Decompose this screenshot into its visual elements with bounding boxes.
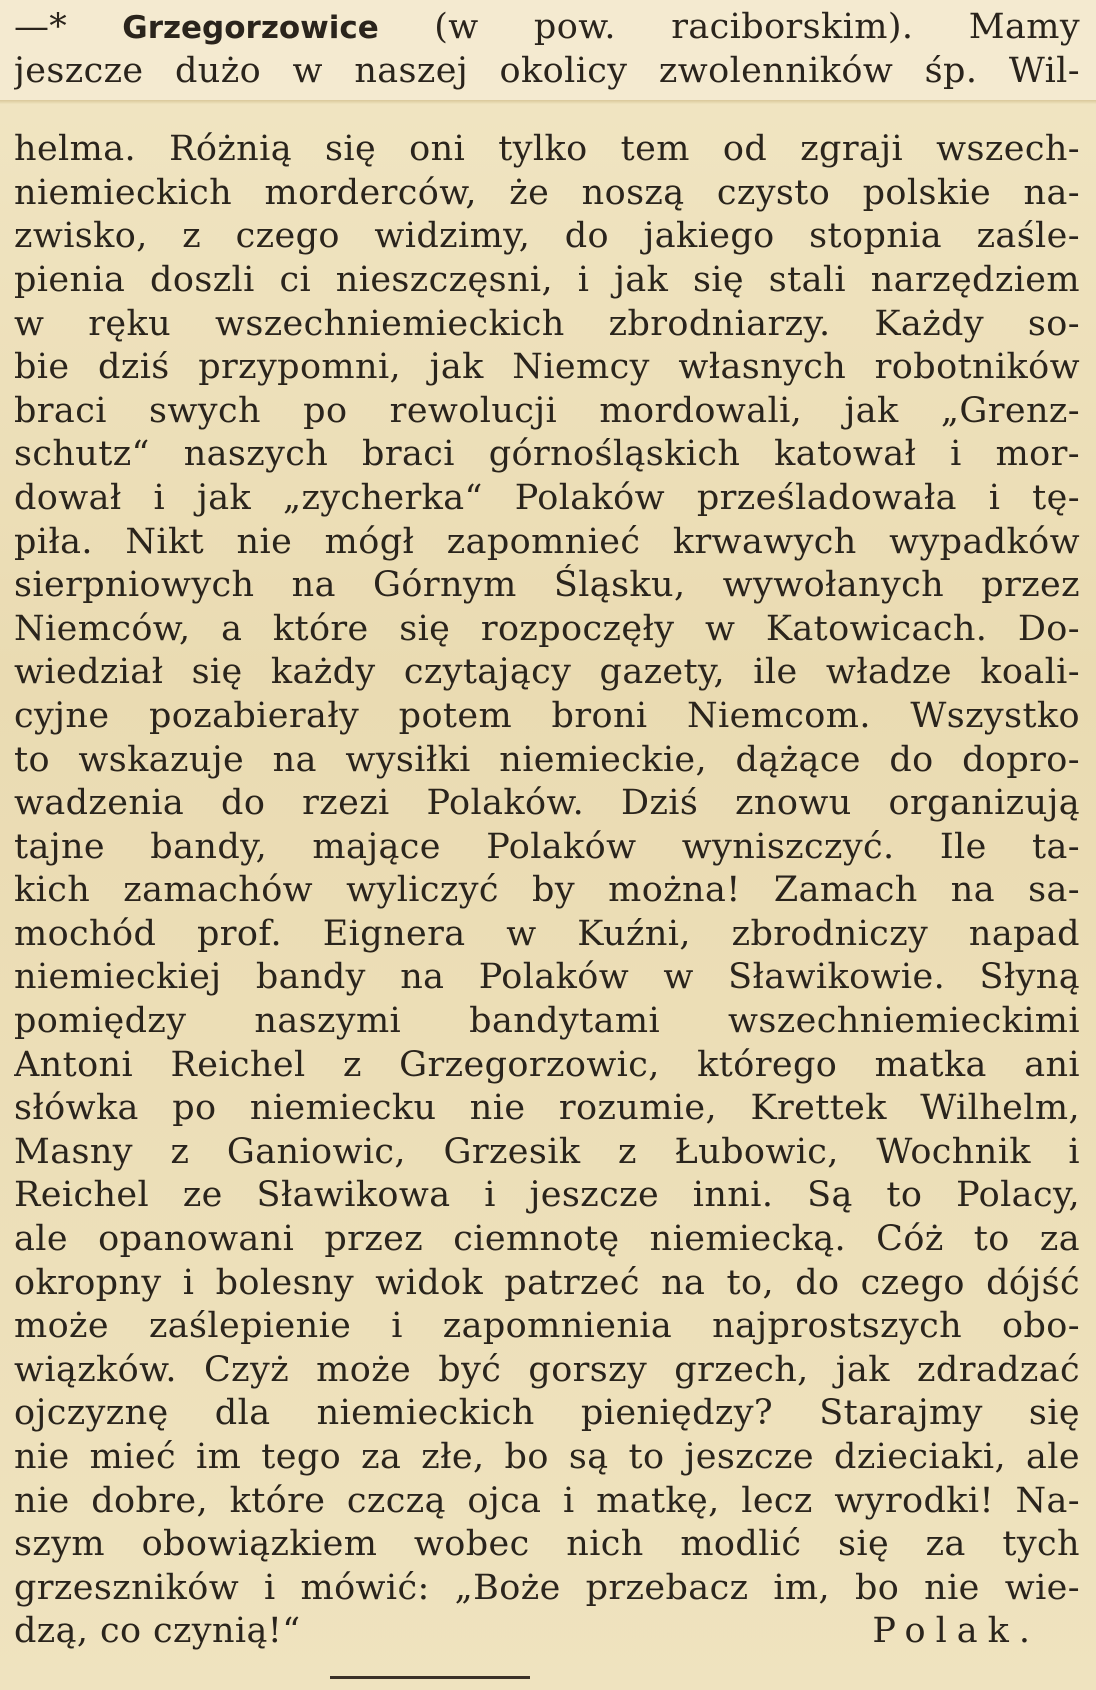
article-line: jeszcze dużo w naszej okolicy zwolenników śp. Wil- (14, 50, 1080, 91)
article-line: niemieckich morderców, że noszą czysto polskie na- (14, 172, 1080, 213)
bottom-divider (330, 1676, 530, 1679)
article-headword: Grzegorzowice (122, 10, 379, 46)
article-line: cyjne pozabierały potem broni Niemcom. Wszystko (14, 695, 1080, 736)
article-line: szym obowiązkiem wobec nich modlić się za tych (14, 1524, 1080, 1565)
article-line: helma. Różnią się oni tylko tem od zgraji wszech- (14, 129, 1080, 170)
article-line: w ręku wszechniemieckich zbrodniarzy. Każdy so- (14, 303, 1080, 344)
article-line: nie dobre, które czczą ojca i matkę, lecz wyrodki! Na- (14, 1480, 1080, 1521)
article-line: słówka po niemiecku nie rozumie, Krettek Wilhelm, (14, 1088, 1080, 1129)
article-line: to wskazuje na wysiłki niemieckie, dążące do dopro- (14, 739, 1080, 780)
article-line: mochód prof. Eignera w Kuźni, zbrodniczy napad (14, 913, 1080, 954)
article-last-line (14, 1610, 1080, 1654)
article-line: nie mieć im tego za złe, bo są to jeszcze dzieciaki, ale (14, 1437, 1080, 1477)
article-line: pomiędzy naszymi bandytami wszechniemieckimi (14, 1001, 1080, 1042)
article-first-line (14, 6, 1080, 50)
article-line: dował i jak „zycherka“ Polaków prześladowała i tę- (14, 477, 1080, 518)
article-line: niemieckiej bandy na Polaków w Sławikowie. Słyną (14, 957, 1080, 998)
article-line: sierpniowych na Górnym Śląsku, wywołanych przez (14, 565, 1080, 606)
article-line: Antoni Reichel z Grzegorzowic, którego matka ani (14, 1044, 1080, 1085)
article-line: tajne bandy, mające Polaków wyniszczyć. Ile ta- (14, 826, 1080, 867)
fold-gap (14, 93, 1080, 128)
article-line: może zaślepienie i zapomnienia najprostszych obo- (14, 1306, 1080, 1347)
article-line: schutz“ naszych braci górnośląskich katował i mor- (14, 434, 1080, 475)
lead-mark: —* (14, 7, 67, 47)
last-line-text: dzą, co czynią!“ (14, 1611, 301, 1652)
article-line: zwisko, z czego widzimy, do jakiego stopnia zaśle- (14, 216, 1080, 257)
article-line: ale opanowani przez ciemnotę niemiecką. Cóż to za (14, 1219, 1080, 1260)
first-line-text: (w pow. raciborskim). Mamy (434, 7, 1080, 47)
author-signature: Polak. (872, 1611, 1040, 1652)
article-line: piła. Nikt nie mógł zapomnieć krwawych wypadków (14, 521, 1080, 562)
article-line: Masny z Ganiowic, Grzesik z Łubowic, Wochnik i (14, 1131, 1080, 1172)
article-line: kich zamachów wyliczyć by można! Zamach na sa- (14, 870, 1080, 911)
article-line: pienia doszli ci nieszczęsni, i jak się stali narzędziem (14, 259, 1080, 300)
article-line: grzeszników i mówić: „Boże przebacz im, bo nie wie- (14, 1567, 1080, 1608)
article-line: Niemców, a które się rozpoczęły w Katowicach. Do- (14, 608, 1080, 649)
article-line: Reichel ze Sławikowa i jeszcze inni. Są to Polacy, (14, 1175, 1080, 1216)
article-body (14, 6, 1080, 1654)
article-line: wadzenia do rzezi Polaków. Dziś znowu organizują (14, 783, 1080, 824)
article-line: wiedział się każdy czytający gazety, ile władze koali- (14, 652, 1080, 693)
article-line: wiązków. Czyż może być gorszy grzech, jak zdradzać (14, 1349, 1080, 1390)
article-line: bie dziś przypomni, jak Niemcy własnych robotników (14, 347, 1080, 388)
article-line: braci swych po rewolucji mordowali, jak „Grenz- (14, 390, 1080, 431)
article-line: okropny i bolesny widok patrzeć na to, do czego dójść (14, 1262, 1080, 1303)
article-line: ojczyznę dla niemieckich pieniędzy? Starajmy się (14, 1393, 1080, 1434)
